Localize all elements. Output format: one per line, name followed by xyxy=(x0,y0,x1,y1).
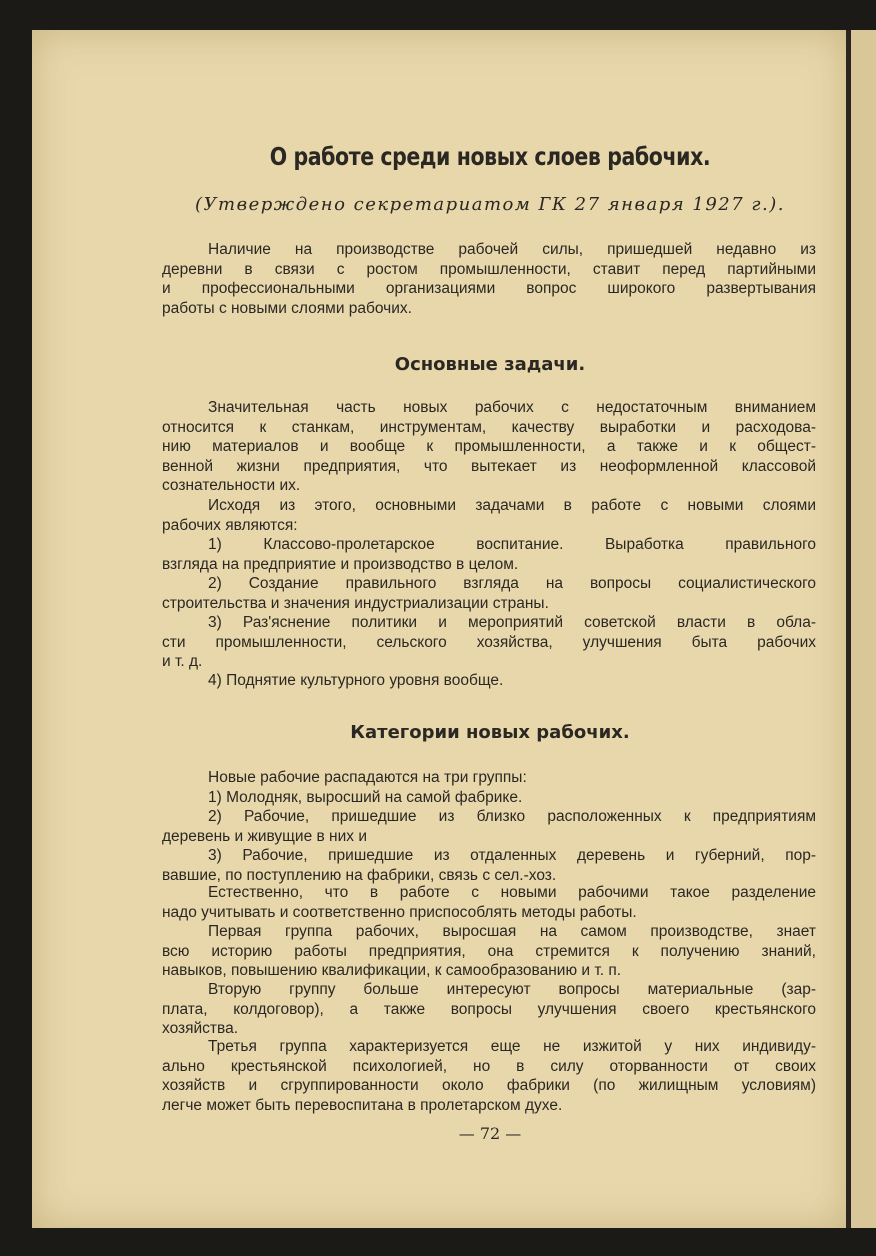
paragraph xyxy=(162,1037,816,1115)
text-line: венной жизни предприятия, что вытекает из неоформленной классовой xyxy=(162,457,816,475)
text-line: 4) Поднятие культурного уровня вообще. xyxy=(208,672,504,689)
list-item xyxy=(162,574,816,613)
text-line: деревни в связи с ростом промышленности, ставит перед партийными xyxy=(162,260,816,278)
text-line: взгляда на предприятие и производство в целом. xyxy=(162,555,519,573)
paragraph xyxy=(162,980,816,1039)
section-heading-categories: Категории новых рабочих. xyxy=(350,722,630,743)
text-line: 1) Молодняк, выросший на самой фабрике. xyxy=(208,789,523,806)
paragraph xyxy=(162,768,816,788)
list-item xyxy=(162,613,816,672)
list-item xyxy=(162,671,816,691)
page-number: — 72 — xyxy=(458,1124,522,1143)
text-line: и т. д. xyxy=(162,653,203,670)
paragraph xyxy=(162,496,816,535)
text-line: 2) Создание правильного взгляда на вопросы социалистического xyxy=(208,575,816,592)
document-subtitle: (Утверждено секретариатом ГК 27 января 1927 г.). xyxy=(195,194,785,215)
text-line: Исходя из этого, основными задачами в работе с новыми слоями xyxy=(208,497,816,514)
document-title: О работе среди новых слоев рабочих. xyxy=(269,142,711,171)
text-line: Новые рабочие распадаются на три группы: xyxy=(208,769,527,786)
list-item xyxy=(162,535,816,574)
text-line: и профессиональными организациями вопрос широкого развертывания xyxy=(162,280,816,297)
paragraph xyxy=(162,398,816,496)
text-line: сти промышленности, сельского хозяйства, улучшения быта рабочих xyxy=(162,633,816,651)
text-line: Естественно, что в работе с новыми рабочими такое разделение xyxy=(208,884,816,901)
list-item xyxy=(162,807,816,846)
text-line: Значительная часть новых рабочих с недостаточным вниманием xyxy=(208,399,816,416)
section-heading-main-tasks: Основные задачи. xyxy=(394,354,586,375)
text-line: нию материалов и вообще к промышленности, а также и к общест- xyxy=(162,438,816,455)
text-line: навыков, повышению квалификации, к самообразованию и т. п. xyxy=(162,962,622,979)
text-line: хозяйства. xyxy=(162,1020,239,1037)
text-line: 2) Рабочие, пришедшие из близко расположенных к предприятиям xyxy=(208,808,816,825)
list-item xyxy=(162,788,816,808)
text-line: строительства и значения индустриализации страны. xyxy=(162,594,549,612)
text-line: Вторую группу больше интересуют вопросы материальные (зар- xyxy=(208,981,816,998)
text-line: всю историю работы предприятия, она стремится к получению знаний, xyxy=(162,942,816,960)
text-line: рабочих являются: xyxy=(162,516,298,534)
text-line: вавшие, по поступлению на фабрики, связь с сел.-хоз. xyxy=(162,866,557,884)
text-line: деревень и живущие в них и xyxy=(162,827,367,845)
text-line: Первая группа рабочих, выросшая на самом производстве, знает xyxy=(208,923,816,940)
text-line: Наличие на производстве рабочей силы, пришедшей недавно из xyxy=(208,241,816,258)
text-line: легче может быть перевоспитана в пролетарском духе. xyxy=(162,1096,563,1114)
text-line: относится к станкам, инструментам, качеству выработки и расходова- xyxy=(162,418,816,436)
text-line: плата, колдоговор), а также вопросы улучшения своего крестьянского xyxy=(162,1000,816,1018)
text-line: 3) Рабочие, пришедшие из отдаленных деревень и губерний, пор- xyxy=(208,847,816,864)
paragraph xyxy=(162,922,816,981)
text-line: 1) Классово-пролетарское воспитание. Выработка правильного xyxy=(208,536,816,553)
intro-paragraph xyxy=(162,240,816,318)
list-item xyxy=(162,846,816,885)
text-line: Третья группа характеризуется еще не изжитой у них индивиду- xyxy=(208,1038,816,1055)
text-line: сознательности их. xyxy=(162,477,301,494)
text-line: 3) Раз'яснение политики и мероприятий советской власти в обла- xyxy=(208,614,816,631)
text-line: надо учитывать и соответственно приспособлять методы работы. xyxy=(162,903,637,921)
text-line: ально крестьянской психологией, но в силу оторванности от своих xyxy=(162,1057,816,1075)
paragraph xyxy=(162,883,816,922)
text-line: работы с новыми слоями рабочих. xyxy=(162,299,412,317)
text-line: хозяйств и сгруппированности около фабрики (по жилищным условиям) xyxy=(162,1077,816,1094)
next-page-edge xyxy=(851,30,876,1228)
